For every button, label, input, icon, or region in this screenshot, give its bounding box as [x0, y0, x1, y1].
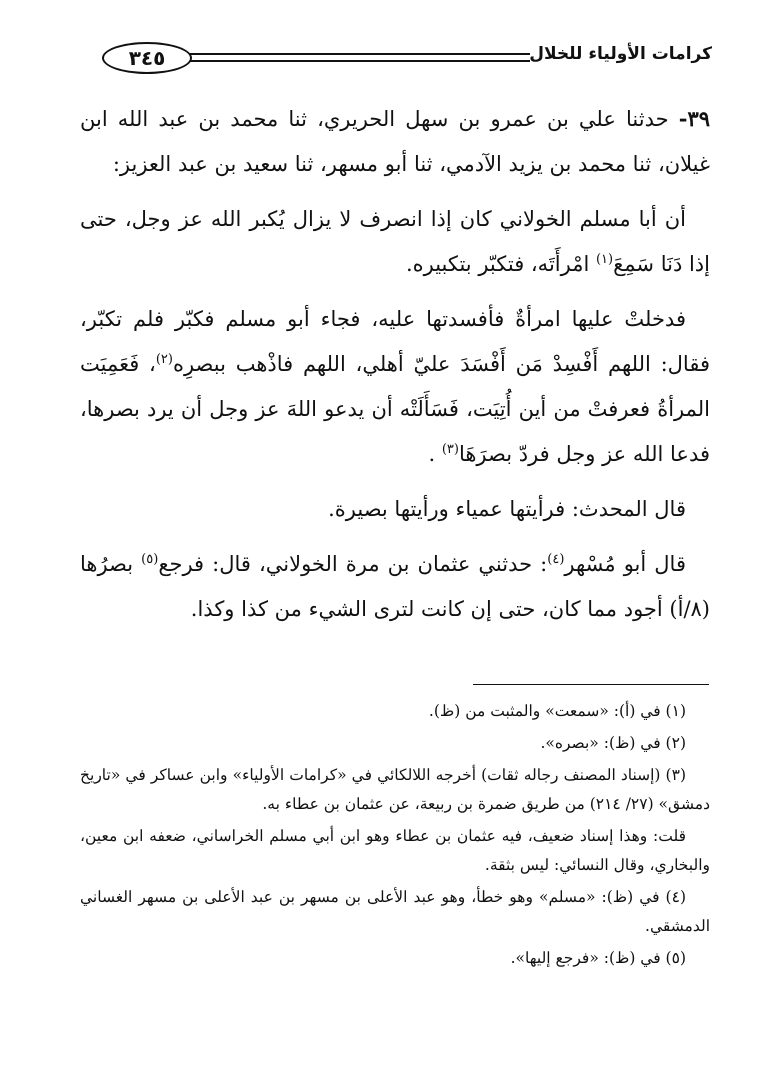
footnote-ref[interactable]: (٤) — [547, 552, 565, 567]
page-header — [102, 40, 712, 76]
hadith-number: ٣٩- — [678, 106, 710, 131]
footnotes — [80, 697, 710, 976]
paragraph-text: قال المحدث: فرأيتها عمياء ورأيتها بصيرة. — [328, 497, 686, 521]
footnote-1: (١) في (أ): «سمعت» والمثبت من (ظ). — [428, 702, 686, 720]
footnote-3: (٣) (إسناد المصنف رجاله ثقات) أخرجه اللالكائي في «كرامات الأولياء» وابن عساكر في «تاريخ دمشق» (٢٧/ ٢١٤) من طريق ضمرة بن ربيعة، عن عثمان بن عطاء به. — [80, 766, 710, 813]
footnote-4: (٤) في (ظ): «مسلم» وهو خطأ، وهو عبد الأعلى بن مسهر بن عبد الأعلى بن مسهر الغساني الدمشقي. — [80, 888, 710, 935]
paragraph-text: امْرأَتَه، فتكبّر بتكبيره. — [405, 252, 596, 276]
running-title: كرامات الأولياء للخلال — [529, 44, 712, 64]
footnote-ref[interactable]: (٢) — [155, 352, 173, 367]
footnote-3-comment: قلت: وهذا إسناد ضعيف، فيه عثمان بن عطاء وهو ابن أبي مسلم الخراساني، ضعفه ابن معين، والبخاري، وقال النسائي: ليس بثقة. — [80, 827, 710, 874]
paragraph-narration-2 — [80, 297, 710, 477]
footnote-ref[interactable]: (٣) — [441, 442, 459, 457]
paragraph-text: قال أبو مُسْهر — [564, 552, 686, 576]
paragraph-narration-1 — [80, 197, 710, 287]
footnote-separator — [473, 684, 709, 685]
paragraph-text: حدثنا علي بن عمرو بن سهل الحريري، ثنا محمد بن عبد الله ابن غيلان، ثنا محمد بن يزيد الآدمي، ثنا أبو مسهر، ثنا سعيد بن عبد العزيز: — [80, 107, 710, 176]
paragraph-hadith-chain — [80, 96, 710, 187]
footnote-5: (٥) في (ظ): «فرجع إليها». — [510, 949, 686, 967]
paragraph-text: فدخلتْ عليها امرأةٌ فأفسدتها عليه، فجاء أبو مسلم فكبّر فلم تكبّر، فقال: اللهم أَفْسِدْ مَن أَفْسَدَ عليّ أهلي، اللهم فاذْهب ببصرِه — [80, 307, 710, 376]
footnote-ref[interactable]: (٥) — [141, 552, 159, 567]
main-text — [80, 96, 710, 642]
paragraph-abu-mushir — [80, 542, 710, 632]
footnote-ref[interactable]: (١) — [595, 252, 614, 267]
paragraph-text: . — [428, 442, 442, 466]
paragraph-text: : حدثني عثمان بن مرة الخولاني، قال: فرجع — [158, 552, 548, 576]
footnote-2: (٢) في (ظ): «بصره». — [540, 734, 686, 752]
header-rule-bottom — [190, 60, 530, 62]
paragraph-narrator-comment — [80, 487, 710, 532]
page-number: ٣٤٥ — [102, 42, 192, 74]
header-rule-top — [190, 53, 530, 55]
paragraph-text: ، فَعَمِيَت المرأةُ فعرفتْ من أين أُتِيَت، فَسَأَلَتْه أن يدعو اللهَ عز وجل أن يرد بصرها، فدعا الله عز وجل فردّ بصرَهَا — [80, 352, 710, 466]
paragraph-text: بصرُها (٨/أ) أجود مما كان، حتى إن كانت لترى الشيء من كذا وكذا. — [80, 552, 710, 621]
paragraph-text: أن أبا مسلم الخولاني كان إذا انصرف لا يزال يُكبر الله عز وجل، حتى إذا دَنَا سَمِعَ — [80, 207, 710, 276]
